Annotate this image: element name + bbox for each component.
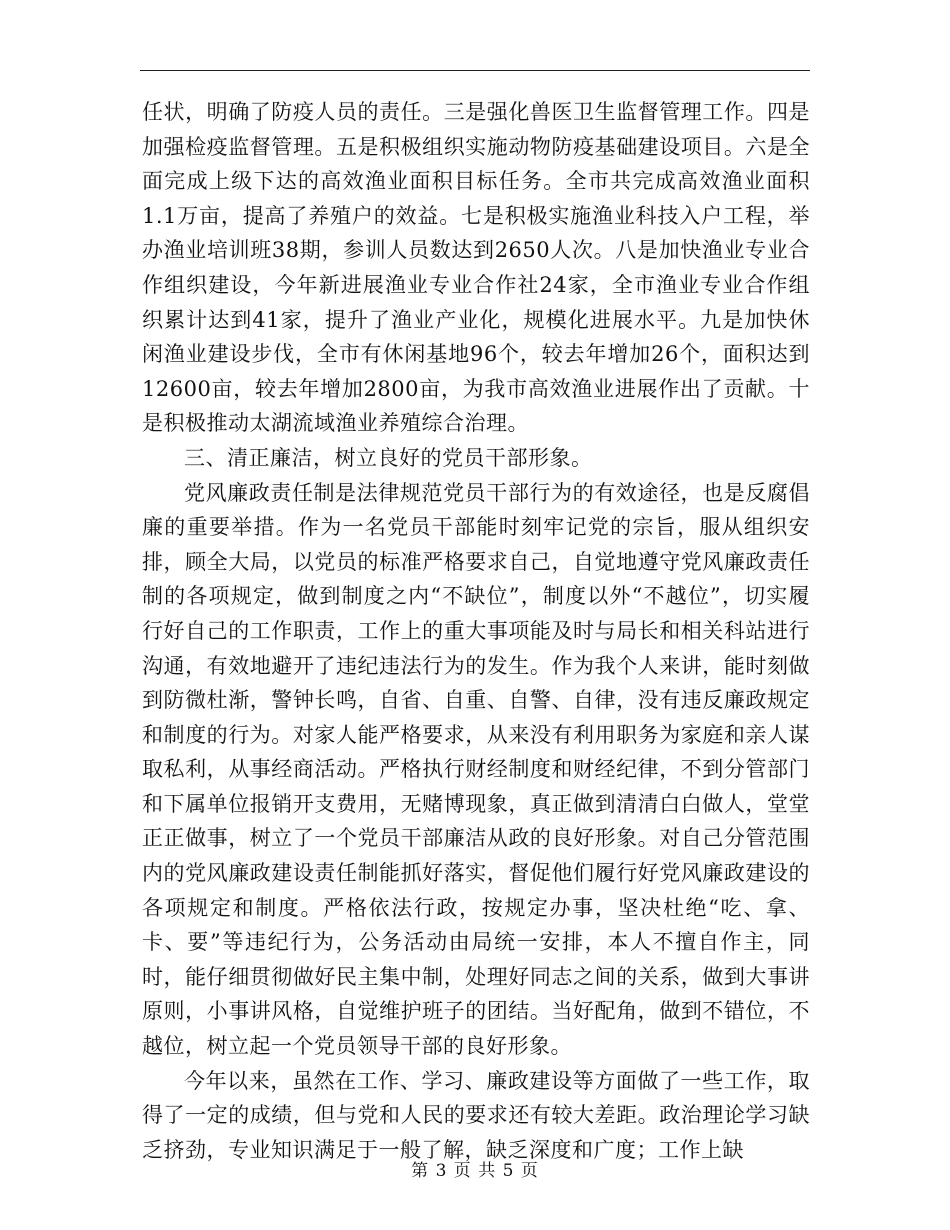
document-body xyxy=(142,95,810,1167)
page-number: 第 3 页 共 5 页 xyxy=(411,1161,539,1181)
paragraph-continuation: 任状，明确了防疫人员的责任。三是强化兽医卫生监督管理工作。四是加强检疫监督管理。五是积极组织实施动物防疫基础建设项目。六是全面完成上级下达的高效渔业面积目标任务。全市共完成高效渔业面积1.1万亩，提高了养殖户的效益。七是积极实施渔业科技入户工程，举办渔业培训班38期，参训人员数达到2650人次。八是加快渔业专业合作组织建设，今年新进展渔业专业合作社24家，全市渔业专业合作组织累计达到41家，提升了渔业产业化，规模化进展水平。九是加快休闲渔业建设步伐，全市有休闲基地96个，较去年增加26个，面积达到12600亩，较去年增加2800亩，为我市高效渔业进展作出了贡献。十是积极推动太湖流域渔业养殖综合治理。 xyxy=(142,100,810,436)
paragraph-shortcomings: 今年以来，虽然在工作、学习、廉政建设等方面做了一些工作，取得了一定的成绩，但与党和人民的要求还有较大差距。政治理论学习缺乏挤劲，专业知识满足于一般了解，缺乏深度和广度；工作上缺 xyxy=(142,1068,810,1162)
header-rule xyxy=(140,70,810,71)
section-heading: 三、清正廉洁，树立良好的党员干部形象。 xyxy=(184,445,593,470)
paragraph-integrity: 党风廉政责任制是法律规范党员干部行为的有效途径，也是反腐倡廉的重要举措。作为一名党员干部能时刻牢记党的宗旨，服从组织安排，顾全大局，以党员的标准严格要求自己，自觉地遵守党风廉政责任制的各项规定，做到制度之内“不缺位”，制度以外“不越位”，切实履行好自己的工作职责，工作上的重大事项能及时与局长和相关科站进行沟通，有效地避开了违纪违法行为的发生。作为我个人来讲，能时刻做到防微杜渐，警钟长鸣，自省、自重、自警、自律，没有违反廉政规定和制度的行为。对家人能严格要求，从来没有利用职务为家庭和亲人谋取私利，从事经商活动。严格执行财经制度和财经纪律，不到分管部门和下属单位报销开支费用，无赌博现象，真正做到清清白白做人，堂堂正正做事，树立了一个党员干部廉洁从政的良好形象。对自己分管范围内的党风廉政建设责任制能抓好落实，督促他们履行好党风廉政建设的各项规定和制度。严格依法行政，按规定办事，坚决杜绝“吃、拿、卡、要”等违纪行为，公务活动由局统一安排，本人不擅自作主，同时，能仔细贯彻做好民主集中制，处理好同志之间的关系，做到大事讲原则，小事讲风格，自觉维护班子的团结。当好配角，做到不错位，不越位，树立起一个党员领导干部的良好形象。 xyxy=(142,480,810,1059)
